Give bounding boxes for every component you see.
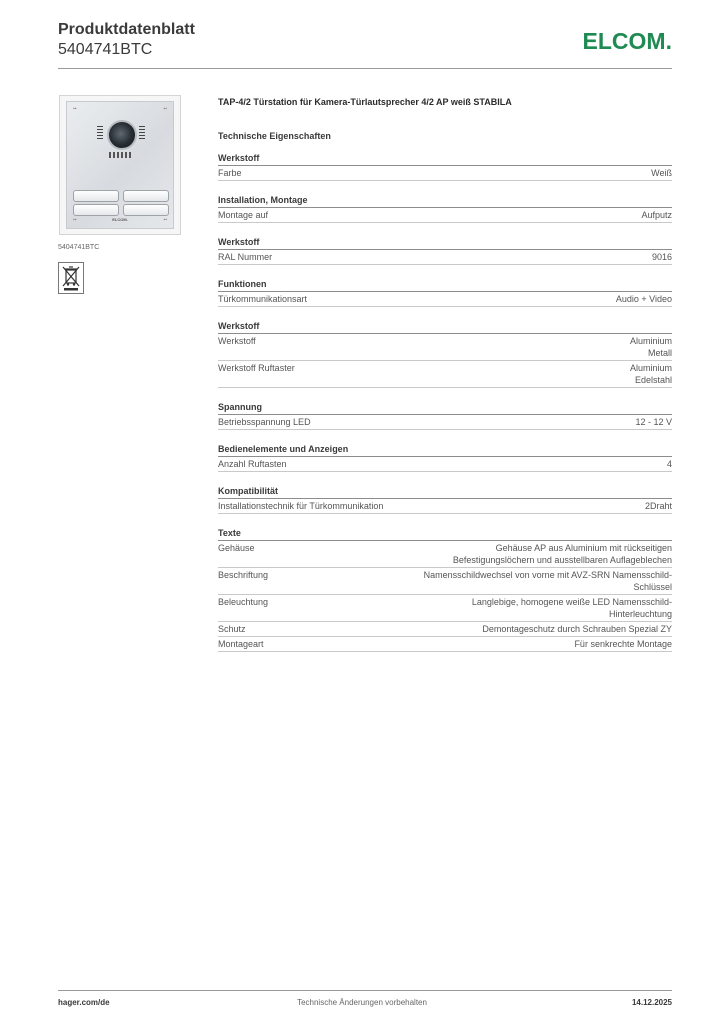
property-label: Farbe: [218, 168, 242, 178]
footer-notice: Technische Änderungen vorbehalten: [297, 998, 427, 1007]
property-value: Für senkrechte Montage: [574, 639, 672, 649]
call-button-4: [123, 204, 169, 216]
property-section: [218, 278, 672, 307]
tech-properties-heading: Technische Eigenschaften: [218, 131, 331, 141]
property-row: [218, 334, 672, 361]
door-station-panel: [66, 101, 174, 229]
property-section: [218, 443, 672, 472]
call-button-2: [123, 190, 169, 202]
property-value: Namensschildwechsel von vorne mit AVZ-SRN Namensschild- Schlüssel: [423, 570, 672, 592]
call-button-1: [73, 190, 119, 202]
section-title: Werkstoff: [218, 320, 672, 334]
property-label: Werkstoff: [218, 336, 256, 346]
property-value: Langlebige, homogene weiße LED Namensschild- Hinterleuchtung: [471, 597, 672, 619]
microphone-grill-icon: [109, 152, 133, 158]
property-value: 2Draht: [644, 501, 672, 511]
property-label: Türkommunikationsart: [218, 294, 308, 304]
property-label: RAL Nummer: [218, 252, 273, 262]
property-value: 4: [666, 459, 672, 469]
section-title: Kompatibilität: [218, 485, 672, 499]
image-caption: 5404741BTC: [58, 244, 100, 251]
property-section: [218, 320, 672, 388]
property-value: Audio + Video: [615, 294, 672, 304]
property-row: [218, 499, 672, 514]
product-details: [218, 96, 672, 665]
article-number: 5404741BTC: [58, 41, 153, 58]
property-label: Montage auf: [218, 210, 269, 220]
footer-website: hager.com/de: [58, 998, 110, 1007]
product-title: TAP-4/2 Türstation für Kamera-Türlautsprecher 4/2 AP weiß STABILA: [218, 97, 512, 107]
property-section: [218, 152, 672, 181]
property-sections: [218, 152, 672, 652]
property-label: Betriebsspannung LED: [218, 417, 311, 427]
property-section: [218, 401, 672, 430]
property-value: Aluminium Edelstahl: [629, 363, 672, 385]
screw-icon: ▪▪: [73, 217, 77, 223]
panel-logo: ELCOM.: [112, 217, 128, 222]
property-value: 9016: [651, 252, 672, 262]
property-row: [218, 208, 672, 223]
property-value: Aluminium Metall: [629, 336, 672, 358]
property-label: Montageart: [218, 639, 264, 649]
property-section: [218, 236, 672, 265]
property-label: Installationstechnik für Türkommunikation: [218, 501, 384, 511]
screw-icon: ▪▪: [163, 217, 167, 223]
property-row: [218, 622, 672, 637]
property-label: Beschriftung: [218, 570, 269, 580]
property-label: Anzahl Ruftasten: [218, 459, 287, 469]
property-value: Demontageschutz durch Schrauben Spezial ZY: [482, 624, 672, 634]
property-row: [218, 568, 672, 595]
screw-icon: ▪▪: [73, 106, 77, 112]
property-section: [218, 194, 672, 223]
property-value: Gehäuse AP aus Aluminium mit rückseitigen Befestigungslöchern und ausstellbaren Auflageblechen: [452, 543, 672, 565]
property-row: [218, 415, 672, 430]
property-label: Beleuchtung: [218, 597, 269, 607]
property-label: Werkstoff Ruftaster: [218, 363, 295, 373]
speaker-grill-icon: [97, 126, 103, 140]
page-header: [58, 20, 195, 59]
camera-lens-icon: [107, 120, 137, 150]
property-row: [218, 637, 672, 652]
property-value: 12 - 12 V: [635, 417, 672, 427]
call-button-3: [73, 204, 119, 216]
section-title: Werkstoff: [218, 236, 672, 250]
section-title: Bedienelemente und Anzeigen: [218, 443, 672, 457]
property-row: [218, 166, 672, 181]
elcom-logo: ELCOM.: [582, 28, 672, 54]
property-row: [218, 595, 672, 622]
page-title: Produktdatenblatt: [58, 21, 195, 38]
property-label: Gehäuse: [218, 543, 255, 553]
property-value: Aufputz: [641, 210, 672, 220]
property-row: [218, 457, 672, 472]
footer-divider: [58, 990, 672, 991]
section-title: Funktionen: [218, 278, 672, 292]
section-title: Spannung: [218, 401, 672, 415]
header-divider: [58, 68, 672, 69]
property-section: [218, 485, 672, 514]
section-title: Werkstoff: [218, 152, 672, 166]
property-row: [218, 541, 672, 568]
weee-bin-icon: [58, 262, 84, 294]
property-section: [218, 527, 672, 652]
footer-date: 14.12.2025: [631, 998, 672, 1007]
property-row: [218, 292, 672, 307]
speaker-grill-icon: [139, 126, 145, 140]
product-image: [59, 95, 181, 235]
screw-icon: ▪▪: [163, 106, 167, 112]
section-title: Installation, Montage: [218, 194, 672, 208]
property-label: Schutz: [218, 624, 246, 634]
property-value: Weiß: [651, 168, 672, 178]
property-row: [218, 361, 672, 388]
property-row: [218, 250, 672, 265]
section-title: Texte: [218, 527, 672, 541]
